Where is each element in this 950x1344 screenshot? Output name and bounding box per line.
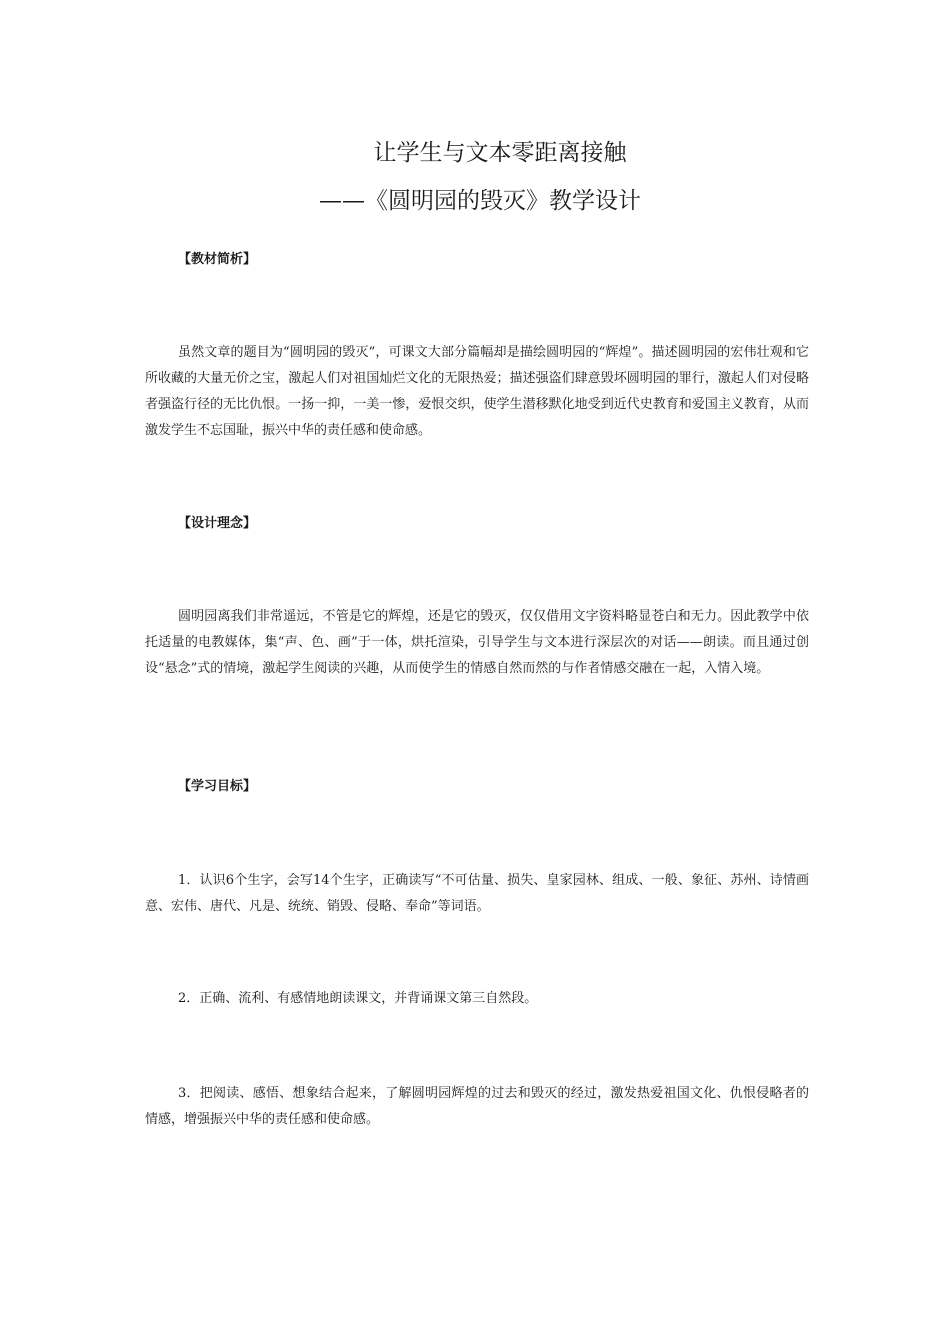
objective-item-2: 2．正确、流利、有感情地朗读课文，并背诵课文第三自然段。 bbox=[178, 991, 538, 1006]
objective-item-1: 1．认识6个生字，会写14个生字，正确读写“不可估量、损失、皇家园林、组成、一般、象征、苏州、诗情画意、宏伟、唐代、凡是、统统、销毁、侵略、奉命”等词语。 bbox=[145, 873, 809, 914]
section-heading-learning-objectives: 【学习目标】 bbox=[178, 779, 257, 794]
objective-item-3: 3．把阅读、感悟、想象结合起来，了解圆明园辉煌的过去和毁灭的经过，激发热爱祖国文化、仇恨侵略者的情感，增强振兴中华的责任感和使命感。 bbox=[145, 1086, 809, 1127]
section-heading-textbook-analysis: 【教材简析】 bbox=[178, 252, 257, 267]
section-heading-design-concept: 【设计理念】 bbox=[178, 516, 257, 531]
document-title: 让学生与文本零距离接触 bbox=[373, 140, 627, 166]
paragraph-textbook-analysis: 虽然文章的题目为“圆明园的毁灭”，可课文大部分篇幅却是描绘圆明园的“辉煌”。描述圆明园的宏伟壮观和它所收藏的大量无价之宝，激起人们对祖国灿烂文化的无限热爱；描述强盗们肆意毁坏圆明园的罪行，激起人们对侵略者强盗行径的无比仇恨。一扬一抑，一美一惨，爱恨交织，使学生潜移默化地受到近代史教育和爱国主义教育，从而激发学生不忘国耻，振兴中华的责任感和使命感。 bbox=[145, 345, 809, 438]
paragraph-design-concept: 圆明园离我们非常遥远，不管是它的辉煌，还是它的毁灭，仅仅借用文字资料略显苍白和无力。因此教学中依托适量的电教媒体，集“声、色、画”于一体，烘托渲染，引导学生与文本进行深层次的对话——朗读。而且通过创设“悬念”式的情境，激起学生阅读的兴趣，从而使学生的情感自然而然的与作者情感交融在一起，入情入境。 bbox=[145, 609, 809, 676]
document-subtitle: ——《圆明园的毁灭》教学设计 bbox=[319, 188, 641, 214]
